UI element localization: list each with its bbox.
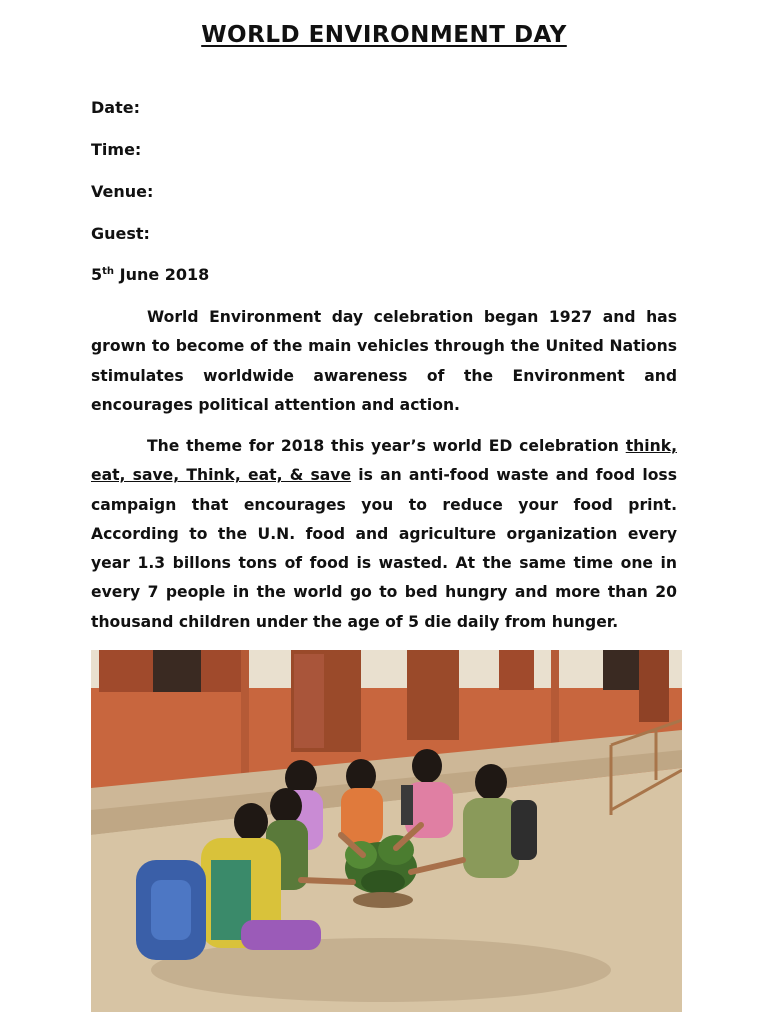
paragraph-history: World Environment day celebration began 1927 and has grown to become of the main vehicles through the United Nations stimulates worldwide awareness of the Environment and encourages political attention and action. bbox=[91, 308, 677, 414]
event-date-suffix: th bbox=[102, 266, 115, 277]
page-title bbox=[0, 22, 768, 48]
page-title-text: WORLD ENVIRONMENT DAY bbox=[201, 22, 567, 48]
event-date bbox=[91, 265, 209, 284]
event-photo bbox=[91, 650, 682, 1012]
paragraph-theme-intro: The theme for 2018 this year’s world ED celebration bbox=[147, 437, 626, 455]
guest-field-label: Guest: bbox=[91, 224, 150, 243]
event-date-day: 5 bbox=[91, 265, 103, 284]
event-photo-illustration bbox=[91, 650, 682, 1012]
venue-field-label: Venue: bbox=[91, 182, 154, 201]
event-date-rest: June 2018 bbox=[114, 265, 210, 284]
theme-slogan: think, eat, save, Think, eat, & save bbox=[91, 437, 677, 485]
date-field-label: Date: bbox=[91, 98, 140, 117]
paragraph-theme-body: is an anti-food waste and food loss campaign that encourages you to reduce your food print. According to the U.N. food and agriculture organization every year 1.3 billons tons of food is wasted. At the same time one in every 7 people in the world go to bed hungry and more than 20 thousand children under the age of 5 die daily from hunger. bbox=[91, 466, 677, 631]
paragraph-theme bbox=[91, 432, 677, 637]
time-field-label: Time: bbox=[91, 140, 142, 159]
